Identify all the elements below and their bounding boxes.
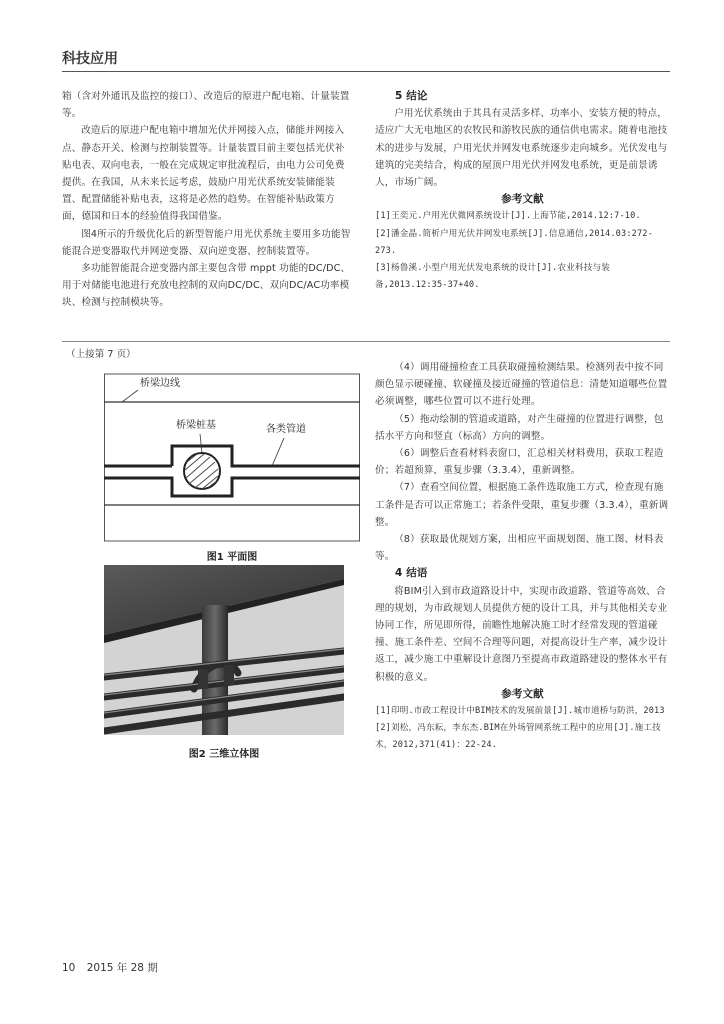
- figure-2-3d: [104, 565, 344, 735]
- reference-item: [2]刘松，冯东耘，李东杰.BIM在外场管网系统工程中的应用[J].施工技术，2012,371(41)：22-24.: [375, 723, 661, 751]
- reference-item: [3]杨鲁溪.小型户用光伏发电系统的设计[J].农业科技与装备,2013.12:35-37+40.: [375, 263, 610, 291]
- paragraph: （5）拖动绘制的管道或道路，对产生碰撞的位置进行调整，包括水平方向和竖直（标高）方向的调整。: [375, 413, 664, 442]
- label-pipes: 各类管道: [266, 424, 306, 435]
- paragraph: （6）调整后查看材料表窗口，汇总相关材料费用，获取工程造价；若超预算，重复步骤（3.3.4），重新调整。: [375, 448, 664, 477]
- page-number: 10: [62, 962, 76, 974]
- paragraph: （7）查看空间位置，根据施工条件选取施工方式，检查现有施工条件是否可以正常施工；若条件受限，重复步骤（3.3.4），重新调整。: [375, 482, 669, 528]
- top-left-column: [62, 88, 351, 312]
- reference-item: [2]潘金晶.简析户用光伏并网发电系统[J].信息通信,2014.03:272-273.: [375, 228, 653, 256]
- issue-label: 2015 年 28 期: [86, 962, 158, 974]
- paragraph: （8）获取最优规划方案，出相应平面规划图、施工图、材料表等。: [375, 534, 664, 563]
- section-heading: 5 结论: [395, 90, 428, 102]
- three-d-render-svg: [104, 565, 344, 735]
- label-bridge-edge: 桥梁边线: [140, 378, 180, 389]
- figure-2-caption: 图2 三维立体图: [188, 749, 260, 760]
- header-rule: [62, 71, 670, 72]
- continued-note: （上接第 7 页）: [66, 349, 136, 360]
- top-right-column: [375, 88, 670, 294]
- bottom-right-column: [375, 359, 670, 755]
- page-footer: [62, 960, 158, 975]
- reference-item: [1]王奕元.户用光伏微网系统设计[J].上海节能,2014.12:7-10.: [375, 211, 641, 222]
- paragraph: 将BIM引入到市政道路设计中，实现市政道路、管道等高效、合理的规划，为市政规划人员提供方便的设计工具，并与其他相关专业协同工作，所见即所得，前瞻性地解决施工时才经常发现的管道碰撞、施工条件差、空间不合理等问题，对提高设计生产率，减少设计返工，减少施工中重解设计意图乃至提高市政道路建设的整体水平有积极的意义。: [375, 585, 668, 683]
- paragraph: 图4所示的升级优化后的新型智能户用光伏系统主要用多功能智能混合逆变器取代并网逆变器、双向逆变器、控制装置等。: [62, 228, 351, 257]
- figure-1-plan: [104, 362, 360, 542]
- journal-title: 科技应用: [62, 51, 118, 67]
- references-heading: 参考文献: [501, 687, 544, 700]
- paragraph: 户用光伏系统由于其具有灵活多样、功率小、安装方便的特点，适应广大无电地区的农牧民和游牧民族的通信供电需求。随着电池技术的进步与发展，户用光伏并网发电系统逐步走向城乡。光伏发电与建筑的完美结合，构成的屋顶户用光伏并网发电系统，更是前景诱人，市场广阔。: [375, 108, 668, 189]
- paragraph: （4）调用碰撞检查工具获取碰撞检测结果。检测列表中按不同颜色显示硬碰撞、软碰撞及接近碰撞的管道信息：清楚知道哪些位置必须调整，哪些位置可以不进行处理。: [375, 362, 668, 408]
- section-heading: 4 结语: [395, 567, 428, 580]
- paragraph: 改造后的原进户配电箱中增加光伏并网接入点，储能并网接入点、静态开关、检测与控制装置等。计量装置目前主要包括光伏补贴电表、双向电表，一般在完成规定审批流程后，由电力公司免费提供。在我国，从未来长远考虑，鼓励户用光伏系统安装储能装置、配置储能补贴电表，这将是必然的趋势。在智能补贴政策方面，德国和日本的经验值得我国借鉴。: [62, 125, 345, 223]
- paragraph: 多功能智能混合逆变器内部主要包含带 mppt 功能的DC/DC、用于对储能电池进行充放电控制的双向DC/DC、双向DC/AC功率模块、检测与控制模块等。: [62, 263, 351, 309]
- label-bridge-pile: 桥梁桩基: [176, 420, 216, 431]
- reference-item: [1]印明.市政工程设计中BIM技术的发展前景[J].城市道桥与防洪，2013: [375, 706, 665, 717]
- paragraph: 箱（含对外通讯及监控的接口）、改造后的原进户配电箱、计量装置等。: [62, 91, 350, 120]
- references-heading: 参考文献: [501, 193, 544, 206]
- article-divider: [62, 341, 670, 342]
- figure-1-caption: 图1 平面图: [206, 552, 258, 563]
- plan-diagram-svg: [104, 362, 360, 542]
